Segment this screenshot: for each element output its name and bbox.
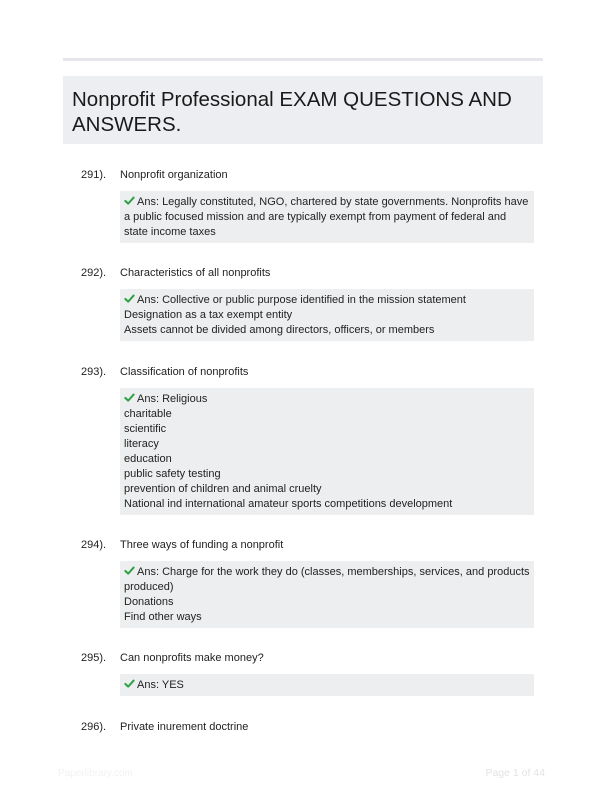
- answer-line: Ans: Charge for the work they do (classes, memberships, services, and products produced): [124, 566, 530, 593]
- question-text: Nonprofit organization: [120, 169, 228, 181]
- page-indicator: Page 1 of 44: [485, 767, 545, 779]
- answer-box: [120, 191, 534, 243]
- question-number: 294).: [81, 539, 107, 551]
- answer-line: education: [124, 453, 172, 465]
- question-number: 291).: [81, 169, 107, 181]
- answer-box: [120, 289, 534, 341]
- question-text: Private inurement doctrine: [120, 721, 249, 733]
- title-banner: [63, 76, 543, 144]
- question-number: 292).: [81, 267, 107, 279]
- question-number: 293).: [81, 366, 107, 378]
- question-text: Classification of nonprofits: [120, 366, 249, 378]
- check-icon: [124, 392, 135, 403]
- question-number: 296).: [81, 721, 107, 733]
- answer-line: prevention of children and animal cruelty: [124, 483, 322, 495]
- answer-line: charitable: [124, 408, 172, 420]
- answer-line: Ans: Collective or public purpose identified in the mission statement: [124, 293, 530, 308]
- check-icon: [124, 195, 135, 206]
- answer-line: Ans: Legally constituted, NGO, chartered by state governments. Nonprofits have a public focused mission and are typically exempt from payment of federal and state income taxes: [124, 196, 529, 238]
- question-text: Three ways of funding a nonprofit: [120, 539, 284, 551]
- answer-line: Designation as a tax exempt entity: [124, 309, 293, 321]
- answer-line: National ind international amateur sports competitions development: [124, 498, 453, 510]
- answer-line: public safety testing: [124, 468, 221, 480]
- answer-line: Ans: YES: [124, 678, 530, 693]
- answer-line: Donations: [124, 596, 174, 608]
- answer-line: scientific: [124, 423, 167, 435]
- check-icon: [124, 565, 135, 576]
- question-text: Can nonprofits make money?: [120, 652, 264, 664]
- check-icon: [124, 678, 135, 689]
- check-icon: [124, 293, 135, 304]
- answer-line: Ans: Religious: [124, 392, 530, 407]
- answer-line: literacy: [124, 438, 159, 450]
- page-title: Nonprofit Professional EXAM QUESTIONS AND ANSWERS.: [72, 88, 512, 136]
- question-text: Characteristics of all nonprofits: [120, 267, 271, 279]
- answer-box: [120, 561, 534, 628]
- answer-box: [120, 674, 534, 696]
- answer-line: Assets cannot be divided among directors, officers, or members: [124, 324, 435, 336]
- footer-watermark: Paperlibrary.com: [58, 768, 133, 779]
- question-number: 295).: [81, 652, 107, 664]
- top-divider: [63, 58, 543, 61]
- answer-box: [120, 388, 534, 515]
- answer-line: Find other ways: [124, 611, 202, 623]
